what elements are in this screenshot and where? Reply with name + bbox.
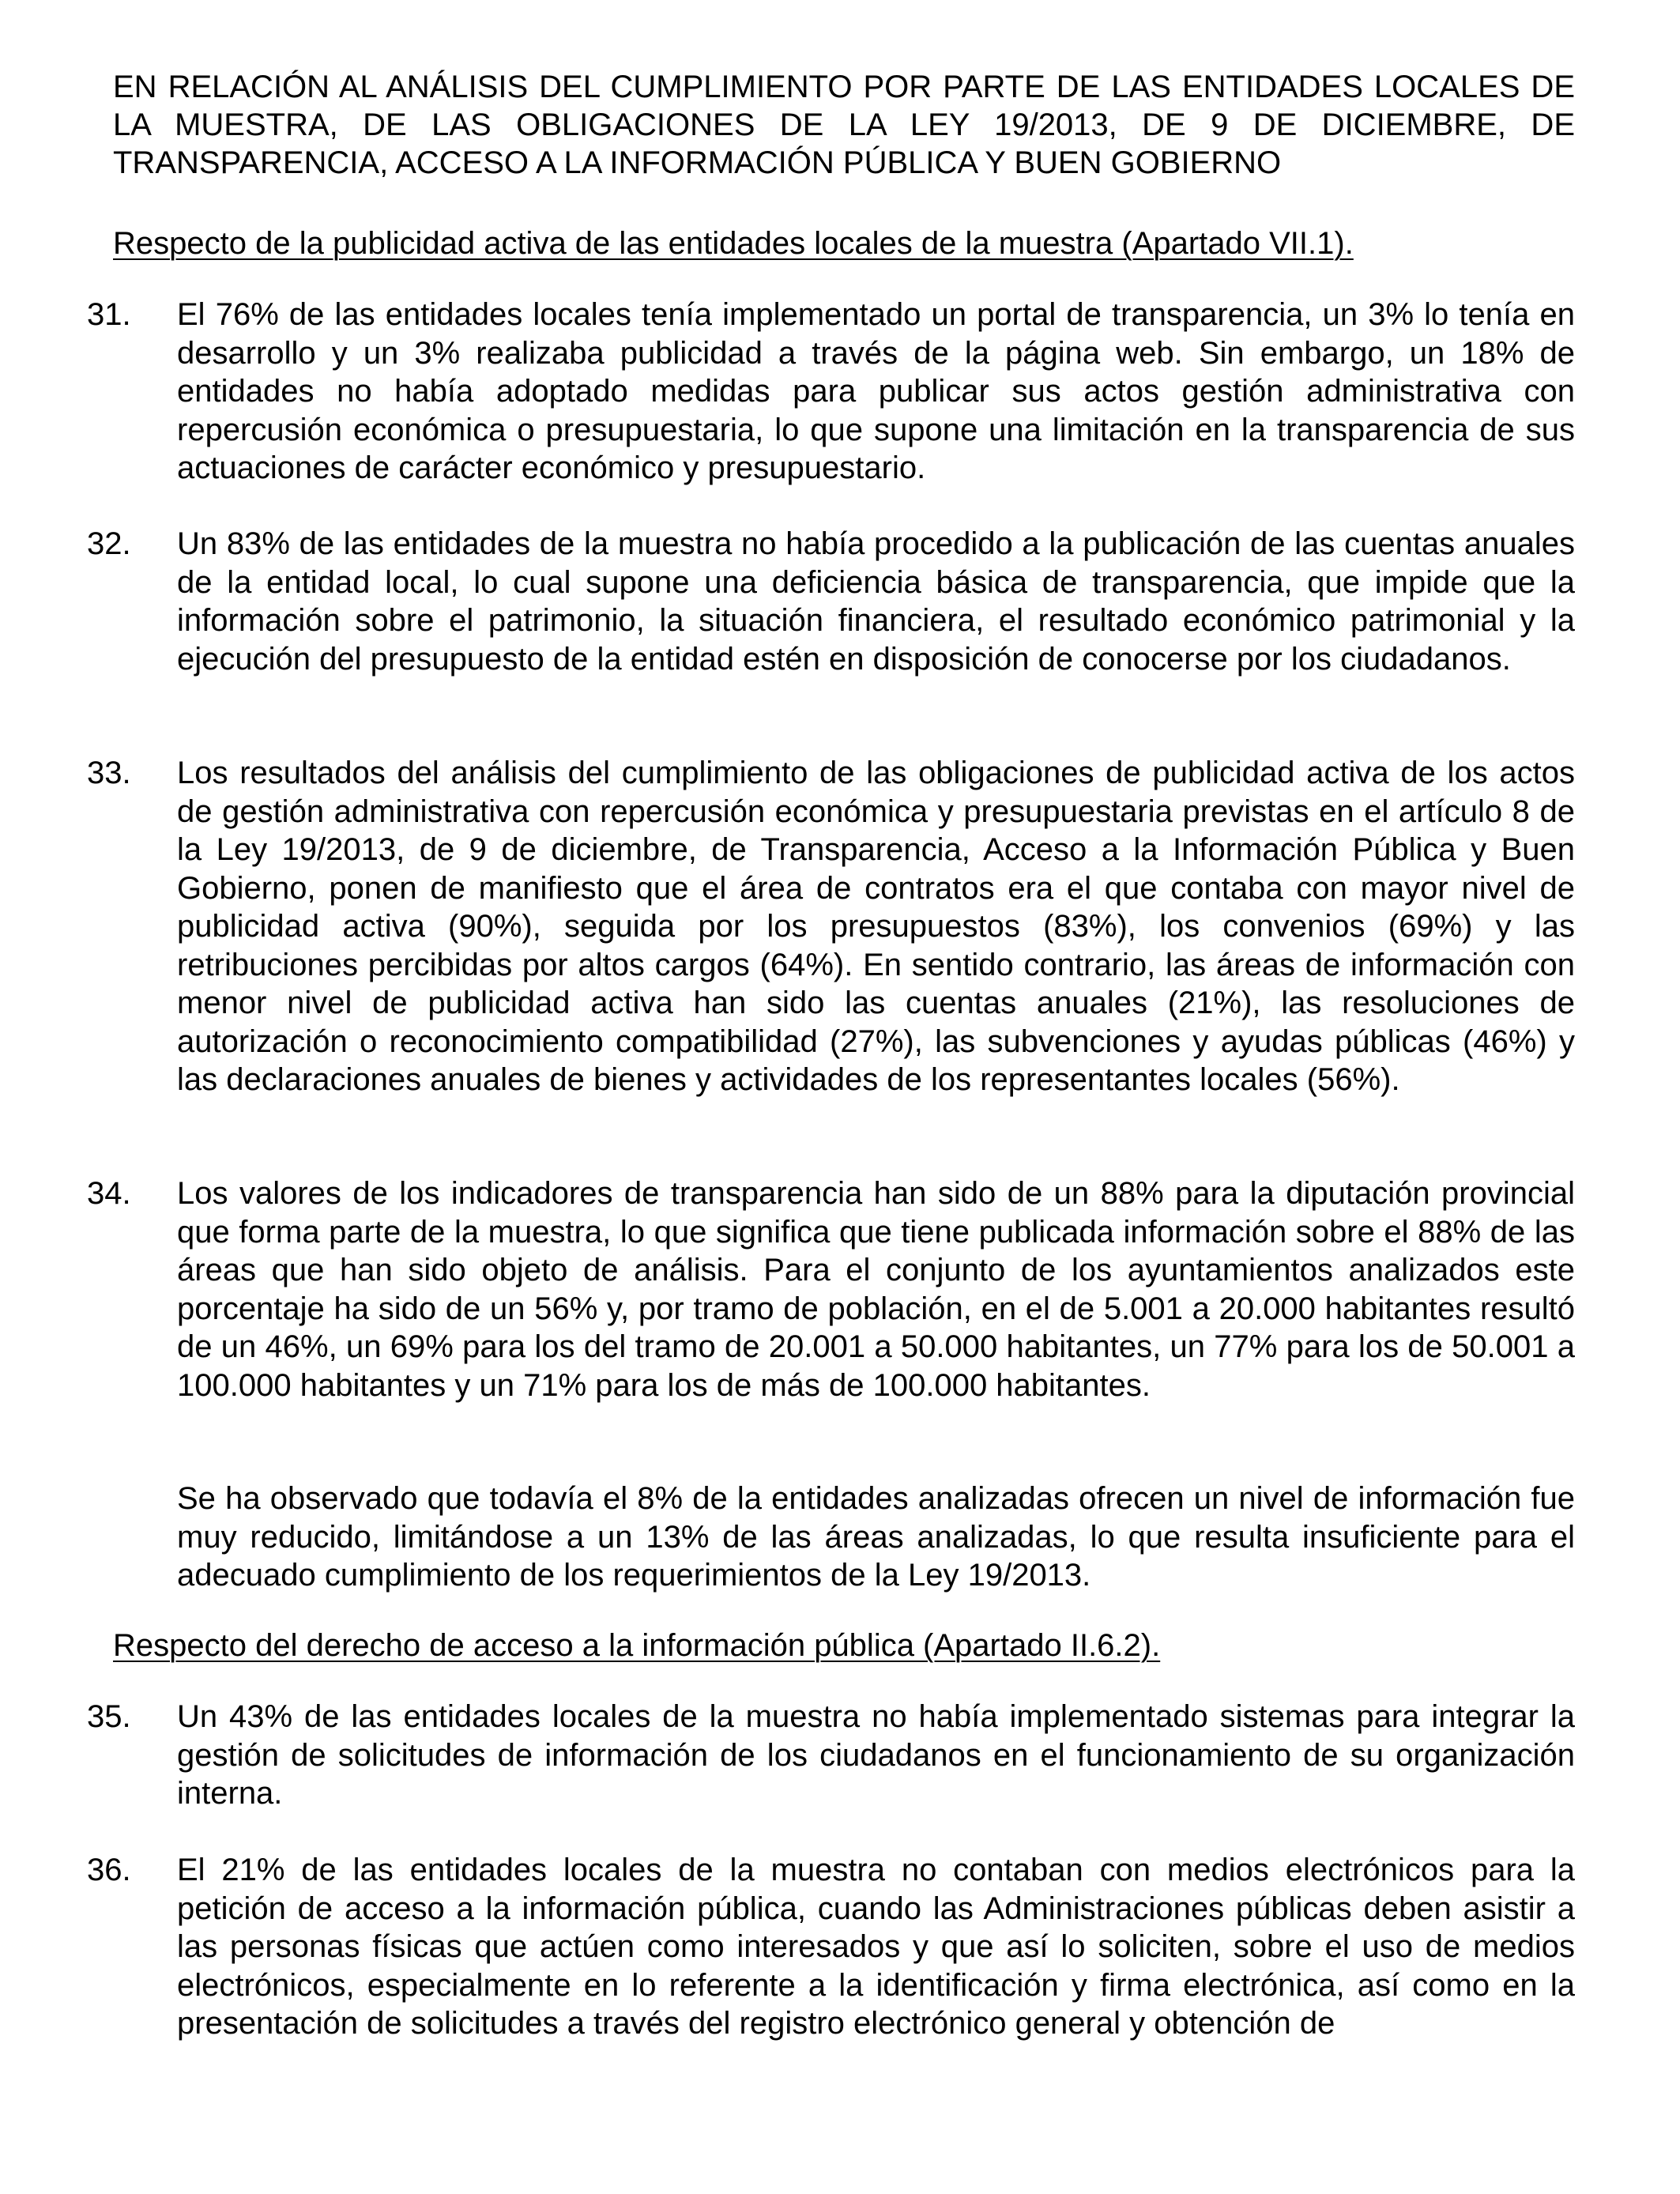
item-text: Los valores de los indicadores de transparencia han sido de un 88% para la diputación provincial que forma parte de la muestra, lo que significa que tiene publicada información sobre el 88% de las áreas que han sido objeto de análisis. Para el conjunto de los ayuntamientos analizados este porcentaje ha sido de un 56% y, por tramo de población, en el de 5.001 a 20.000 habitantes resultó de un 46%, un 69% para los del tramo de 20.001 a 50.000 habitantes, un 77% para los de 50.001 a 100.000 habitantes y un 71% para los de más de 100.000 habitantes. xyxy=(177,1176,1575,1403)
document-heading: EN RELACIÓN AL ANÁLISIS DEL CUMPLIMIENTO POR PARTE DE LAS ENTIDADES LOCALES DE LA MUESTRA, DE LAS OBLIGACIONES DE LA LEY 19/2013, DE 9 DE DICIEMBRE, DE TRANSPARENCIA, ACCESO A LA INFORMACIÓN PÚBLICA Y BUEN GOBIERNO xyxy=(113,70,1575,180)
item-number: 36. xyxy=(87,1853,131,1887)
item-number: 35. xyxy=(87,1699,131,1734)
item-text: Los resultados del análisis del cumplimiento de las obligaciones de publicidad activa de los actos de gestión administrativa con repercusión económica y presupuestaria previstas en el artículo 8 de la Ley 19/2013, de 9 de diciembre, de Transparencia, Acceso a la Información Pública y Buen Gobierno, ponen de manifiesto que el área de contratos era el que contaba con mayor nivel de publicidad activa (90%), seguida por los presupuestos (83%), los convenios (69%) y las retribuciones percibidas por altos cargos (64%). En sentido contrario, las áreas de información con menor nivel de publicidad activa han sido las cuentas anuales (21%), las resoluciones de autorización o reconocimiento compatibilidad (27%), las subvenciones y ayudas públicas (46%) y las declaraciones anuales de bienes y actividades de los representantes locales (56%). xyxy=(177,756,1575,1097)
item-text: Un 43% de las entidades locales de la muestra no había implementado sistemas para integrar la gestión de solicitudes de información de los ciudadanos en el funcionamiento de su organización interna. xyxy=(177,1699,1575,1811)
item-number: 31. xyxy=(87,297,131,332)
item-number: 33. xyxy=(87,756,131,790)
section-title-derecho-acceso: Respecto del derecho de acceso a la información pública (Apartado II.6.2). xyxy=(113,1628,1161,1663)
item-text: El 21% de las entidades locales de la muestra no contaban con medios electrónicos para la petición de acceso a la información pública, cuando las Administraciones públicas deben asistir a las personas físicas que actúen como interesados y que así lo soliciten, sobre el uso de medios electrónicos, especialmente en lo referente a la identificación y firma electrónica, así como en la presentación de solicitudes a través del registro electrónico general y obtención de xyxy=(177,1853,1575,2041)
item-text: El 76% de las entidades locales tenía implementado un portal de transparencia, un 3% lo tenía en desarrollo y un 3% realizaba publicidad a través de la página web. Sin embargo, un 18% de entidades no había adoptado medidas para publicar sus actos gestión administrativa con repercusión económica o presupuestaria, lo que supone una limitación en la transparencia de sus actuaciones de carácter económico y presupuestario. xyxy=(177,297,1575,485)
item-number: 34. xyxy=(87,1176,131,1211)
item-text: Un 83% de las entidades de la muestra no había procedido a la publicación de las cuentas anuales de la entidad local, lo cual supone una deficiencia básica de transparencia, que impide que la información sobre el patrimonio, la situación financiera, el resultado económico patrimonial y la ejecución del presupuesto de la entidad estén en disposición de conocerse por los ciudadanos. xyxy=(177,526,1575,677)
section-title-publicidad-activa: Respecto de la publicidad activa de las entidades locales de la muestra (Apartado VII.1). xyxy=(113,226,1354,261)
item-number: 32. xyxy=(87,526,131,561)
item-34-continuation: Se ha observado que todavía el 8% de la entidades analizadas ofrecen un nivel de información fue muy reducido, limitándose a un 13% de las áreas analizadas, lo que resulta insuficiente para el adecuado cumplimiento de los requerimientos de la Ley 19/2013. xyxy=(177,1481,1575,1593)
